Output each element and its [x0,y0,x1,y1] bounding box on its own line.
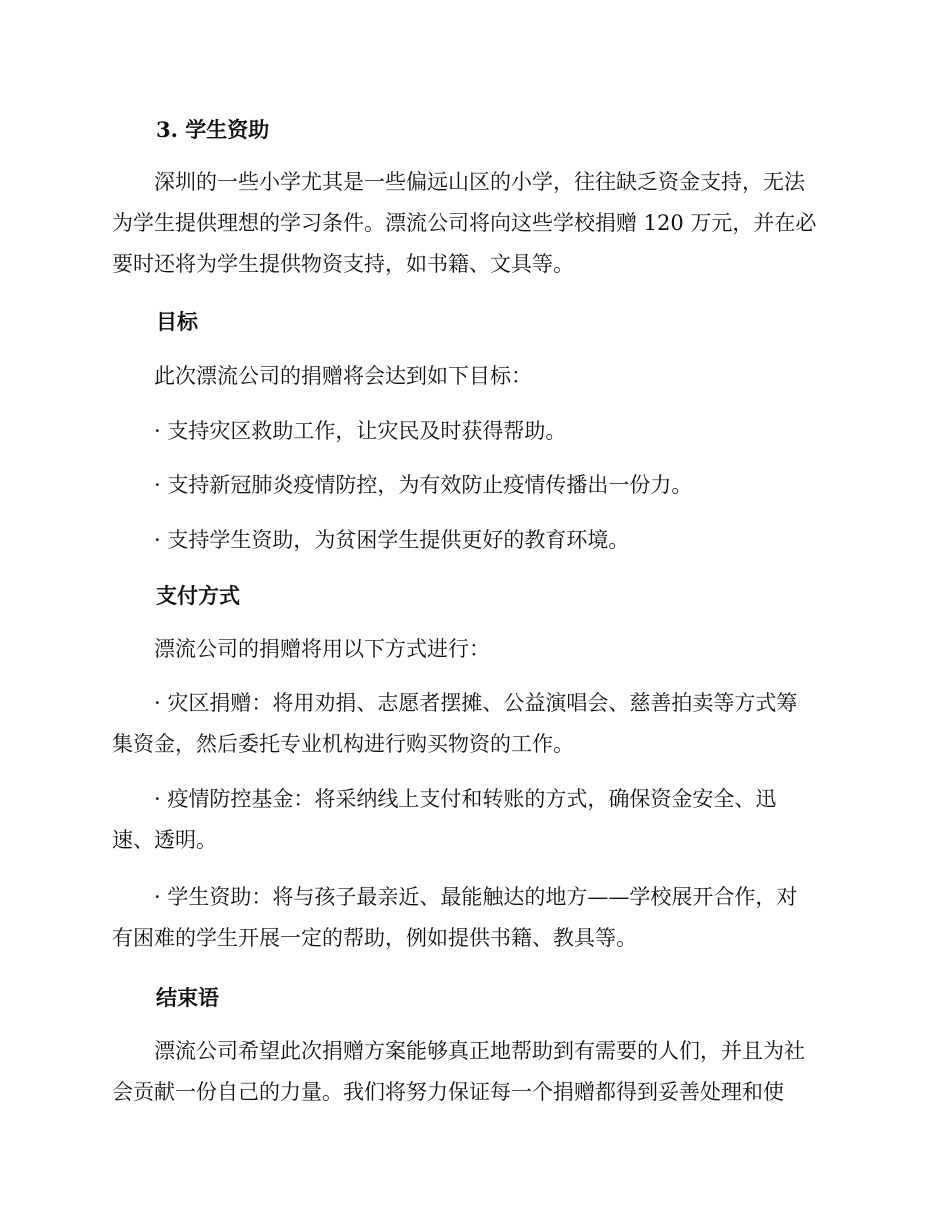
conclusion-paragraph [112,1031,832,1113]
section-heading-goals: 目标 [156,309,198,334]
list-item: · 疫情防控基金：将采纳线上支付和转账的方式，确保资金安全、迅 [154,787,777,811]
student-aid-paragraph [112,162,832,285]
goals-intro [112,356,832,397]
goals-bullet-3 [112,520,832,561]
goals-bullet-2 [112,465,832,506]
payment-bullet-1 [112,683,832,765]
list-item: 集资金，然后委托专业机构进行购买物资的工作。 [112,732,574,756]
section-heading-conclusion: 结束语 [156,985,219,1010]
paragraph-line: 为学生提供理想的学习条件。漂流公司将向这些学校捐赠 120 万元，并在必 [112,211,817,235]
list-item: · 学生资助：将与孩子最亲近、最能触达的地方——学校展开合作，对 [154,885,798,909]
paragraph-line: 漂流公司的捐赠将用以下方式进行： [154,637,490,661]
goals-bullet-1 [112,411,832,452]
paragraph-line: 会贡献一份自己的力量。我们将努力保证每一个捐赠都得到妥善处理和使 [112,1080,784,1104]
paragraph-line: 此次漂流公司的捐赠将会达到如下目标： [154,364,532,388]
list-item: · 支持学生资助，为贫困学生提供更好的教育环境。 [154,528,630,552]
list-item: · 支持灾区救助工作，让灾民及时获得帮助。 [154,419,567,443]
paragraph-line: 深圳的一些小学尤其是一些偏远山区的小学，往往缺乏资金支持，无法 [154,170,805,194]
list-item: 速、透明。 [112,828,217,852]
paragraph-line: 漂流公司希望此次捐赠方案能够真正地帮助到有需要的人们，并且为社 [154,1039,805,1063]
payment-bullet-3 [112,877,832,959]
section-heading-student-aid: 3. 学生资助 [156,117,270,142]
list-item: · 灾区捐赠：将用劝捐、志愿者摆摊、公益演唱会、慈善拍卖等方式筹 [154,691,798,715]
list-item: · 支持新冠肺炎疫情防控，为有效防止疫情传播出一份力。 [154,473,693,497]
section-heading-payment: 支付方式 [156,583,240,608]
payment-intro [112,629,832,670]
list-item: 有困难的学生开展一定的帮助，例如提供书籍、教具等。 [112,926,637,950]
paragraph-line: 要时还将为学生提供物资支持，如书籍、文具等。 [112,252,574,276]
payment-bullet-2 [112,779,832,861]
